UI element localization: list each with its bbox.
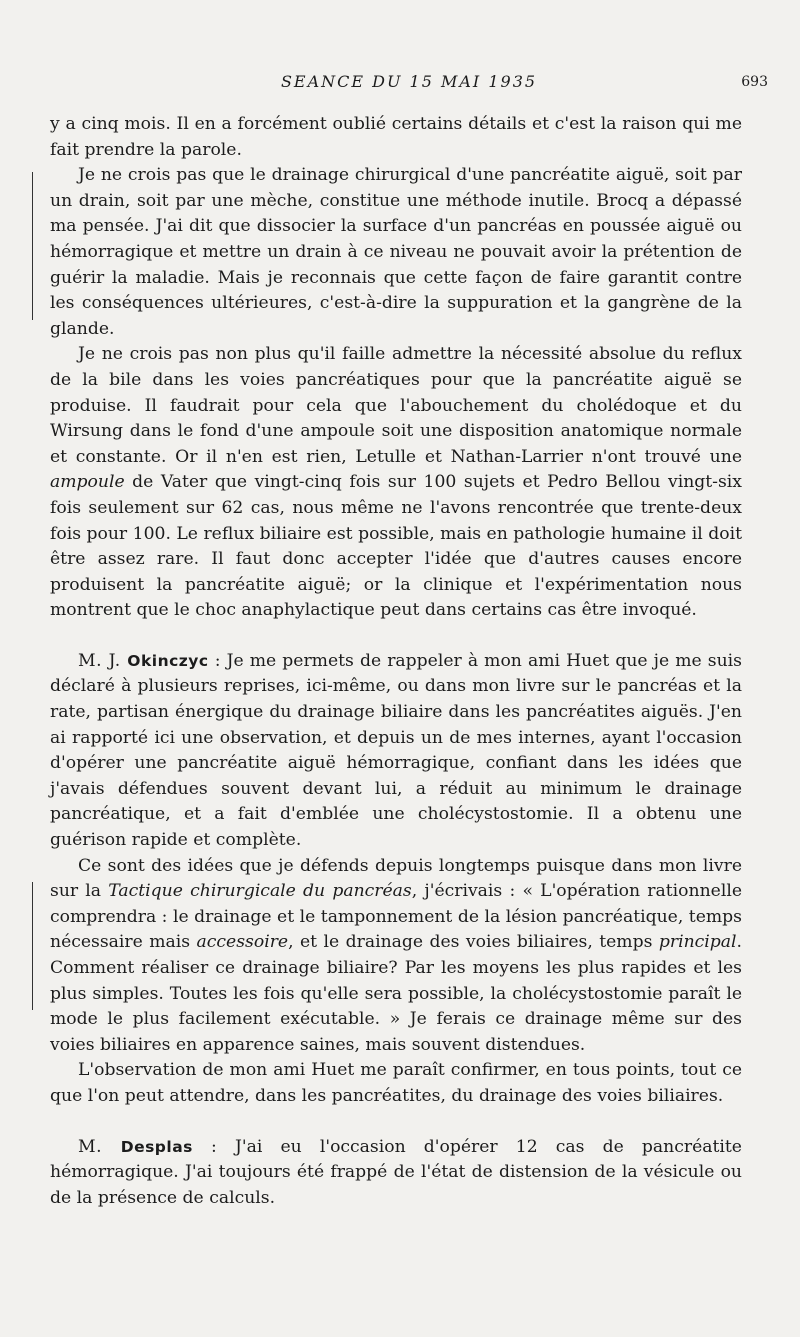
- paragraph-continuation: y a cinq mois. Il en a forcément oublié certains détails et c'est la raison qui me fait prendre la parole.: [50, 114, 742, 160]
- emphasis-accessoire: accessoire: [196, 932, 289, 953]
- emphasis-ampoule: ampoule: [50, 472, 125, 493]
- body-text: [50, 112, 742, 1211]
- paragraph-okinczyc: M. J. Okinczyc : Je me permets de rappeler à mon ami Huet que je me suis déclaré à plusieurs reprises, ici-même, ou dans mon livre sur le pancréas et la rate, partisan énergique du drainage biliaire dans les pancréatites aiguës. J'en ai rapporté ici une observation, et depuis un de mes internes, ayant l'occasion d'opérer une pancréatite aiguë hémorragique, confiant dans les idées que j'avais défendues souvent devant lui, a réduit au minimum le drainage pancréatique, et a fait d'emblée une cholécystostomie. Il a obtenu une guérison rapide et complète.: [50, 650, 743, 851]
- speaker-desplas: M. Desplas: [78, 1136, 193, 1157]
- emphasis-book-title: Tactique chirurgicale du pancréas: [108, 881, 412, 902]
- paragraph-tactique: Ce sont des idées que je défends depuis longtemps puisque dans mon livre sur la Tactique chirurgicale du pancréas, j'écrivais : « L'opération rationnelle comprendra : le drainage et le tamponnement de la lésion pancréatique, temps nécessaire mais accessoire, et le drainage des voies biliaires, temps principal. Comment réaliser ce drainage biliaire? Par les moyens les plus rapides et les plus simples. Toutes les fois qu'elle sera possible, la cholécystostomie paraît le mode le plus facilement exécutable. » Je ferais ce drainage même sur des voies biliaires en apparence saines, mais souvent distendues.: [50, 855, 742, 1055]
- running-title: SEANCE DU 15 MAI 1935: [280, 72, 538, 91]
- page-header: [50, 72, 768, 94]
- emphasis-principal: principal: [658, 932, 737, 953]
- paragraph-reflux: Je ne crois pas non plus qu'il faille admettre la nécessité absolue du reflux de la bile dans les voies pancréatiques pour que la pancréatite aiguë se produise. Il faudrait pour cela que l'abouchement du cholédoque et du Wirsung dans le fond d'une ampoule soit une disposition anatomique normale et constante. Or il n'en est rien, Letulle et Nathan-Larrier n'ont trouvé une ampoule de Vater que vingt-cinq fois sur 100 sujets et Pedro Bellou vingt-six fois seulement sur 62 cas, nous même ne l'avons rencontrée que trente-deux fois pour 100. Le reflux biliaire est possible, mais en pathologie humaine il doit être assez rare. Il faut donc accepter l'idée que d'autres causes encore produisent la pancréatite aiguë; or la clinique et l'expérimentation nous montrent que le choc anaphylactique peut dans certains cas être invoqué.: [50, 344, 742, 621]
- page-number: 693: [741, 74, 768, 90]
- paragraph-drainage: Je ne crois pas que le drainage chirurgical d'une pancréatite aiguë, soit par un drain, soit par une mèche, constitue une méthode inutile. Brocq a dépassé ma pensée. J'ai dit que dissocier la surface d'un pancréas en poussée aiguë ou hémorragique et mettre un drain à ce niveau ne pouvait avoir la prétention de guérir la maladie. Mais je reconnais que cette façon de faire garantit contre les conséquences ultérieures, c'est-à-dire la suppuration et la gangrène de la glande.: [50, 165, 742, 339]
- paragraph-huet: L'observation de mon ami Huet me paraît confirmer, en tous points, tout ce que l'on peut attendre, dans les pancréatites, du drainage des voies biliaires.: [50, 1060, 742, 1106]
- paragraph-desplas: M. Desplas : J'ai eu l'occasion d'opérer 12 cas de pancréatite hémorragique. J'ai toujours été frappé de l'état de distension de la vésicule ou de la présence de calculs.: [50, 1136, 742, 1208]
- speaker-okinczyc: M. J. Okinczyc: [78, 650, 209, 671]
- margin-bracket: [32, 882, 39, 1010]
- margin-bracket: [32, 172, 39, 320]
